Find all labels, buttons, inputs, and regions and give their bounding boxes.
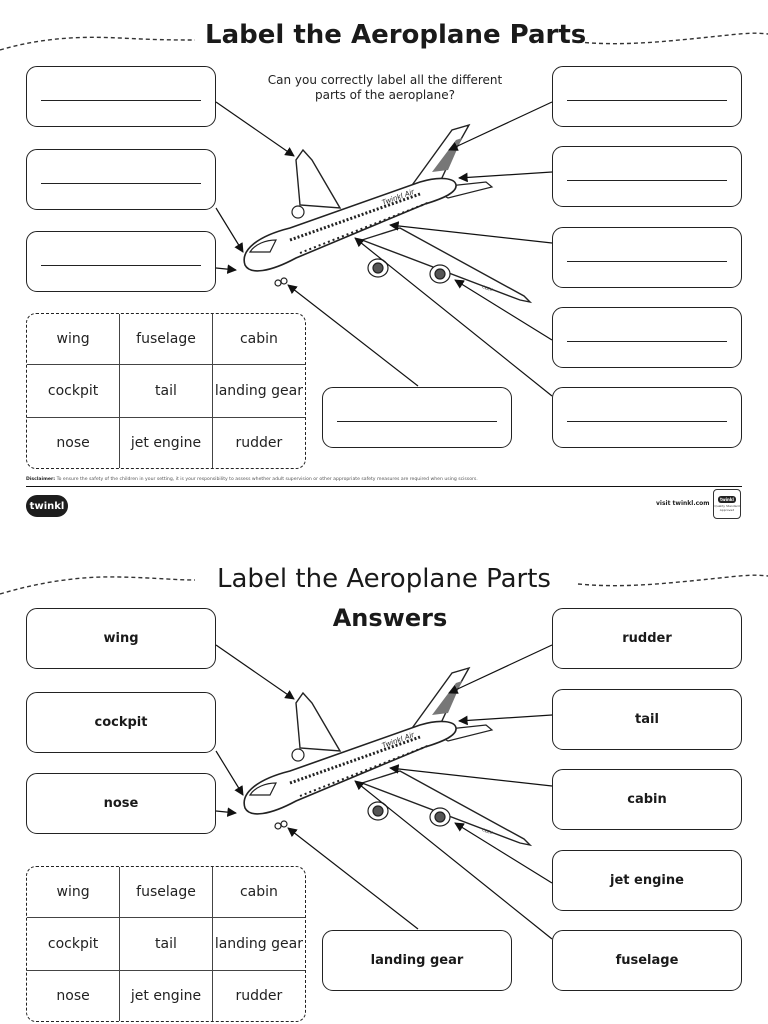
word-bank-cell: fuselage	[120, 314, 213, 365]
word-bank-cell: nose	[27, 417, 120, 468]
word-bank-cell: landing gear	[212, 365, 305, 417]
word-bank-cell: cabin	[212, 867, 305, 918]
badge-title: twinkl	[720, 497, 734, 502]
answer-text: rudder	[622, 631, 672, 646]
disclaimer-label: Disclaimer:	[26, 477, 56, 482]
word-bank-cell: rudder	[212, 970, 305, 1021]
word-bank-cell: cabin	[212, 314, 305, 365]
word-bank-cell: nose	[27, 970, 120, 1021]
answer-text: cabin	[627, 792, 667, 807]
answers-title: Label the Aeroplane Parts	[217, 564, 551, 594]
word-bank-cell: fuselage	[120, 867, 213, 918]
word-bank-cell: tail	[120, 918, 213, 970]
disclaimer-text: To ensure the safety of the children in your setting, it is your responsibility to assess whether adult supervision or other appropriate safety measures are required when using scissors.	[56, 477, 478, 482]
visit-link[interactable]: visit twinkl.com	[656, 500, 710, 507]
word-bank-cell: wing	[27, 314, 120, 365]
word-bank-cell: landing gear	[212, 918, 305, 970]
answers-subtitle: Answers	[332, 604, 448, 632]
page-title: Label the Aeroplane Parts	[205, 20, 587, 50]
word-bank-cell: jet engine	[120, 970, 213, 1021]
word-bank-cell: jet engine	[120, 417, 213, 468]
word-bank-cell: wing	[27, 867, 120, 918]
word-bank-cell: rudder	[212, 417, 305, 468]
word-bank-cell: cockpit	[27, 918, 120, 970]
answer-text: jet engine	[610, 873, 684, 888]
answer-text: fuselage	[615, 953, 679, 968]
answer-text: tail	[635, 712, 659, 727]
answer-text: nose	[103, 796, 139, 811]
word-bank-cell: tail	[120, 365, 213, 417]
answer-text: cockpit	[94, 715, 148, 730]
word-bank-cell: cockpit	[27, 365, 120, 417]
intro-text: Can you correctly label all the different parts of the aeroplane?	[267, 73, 503, 102]
answer-text: wing	[103, 631, 139, 646]
answer-text: landing gear	[370, 953, 464, 968]
twinkl-logo[interactable]: twinkl	[26, 495, 68, 517]
badge-subtitle: Quality Standard Approved	[714, 504, 740, 512]
